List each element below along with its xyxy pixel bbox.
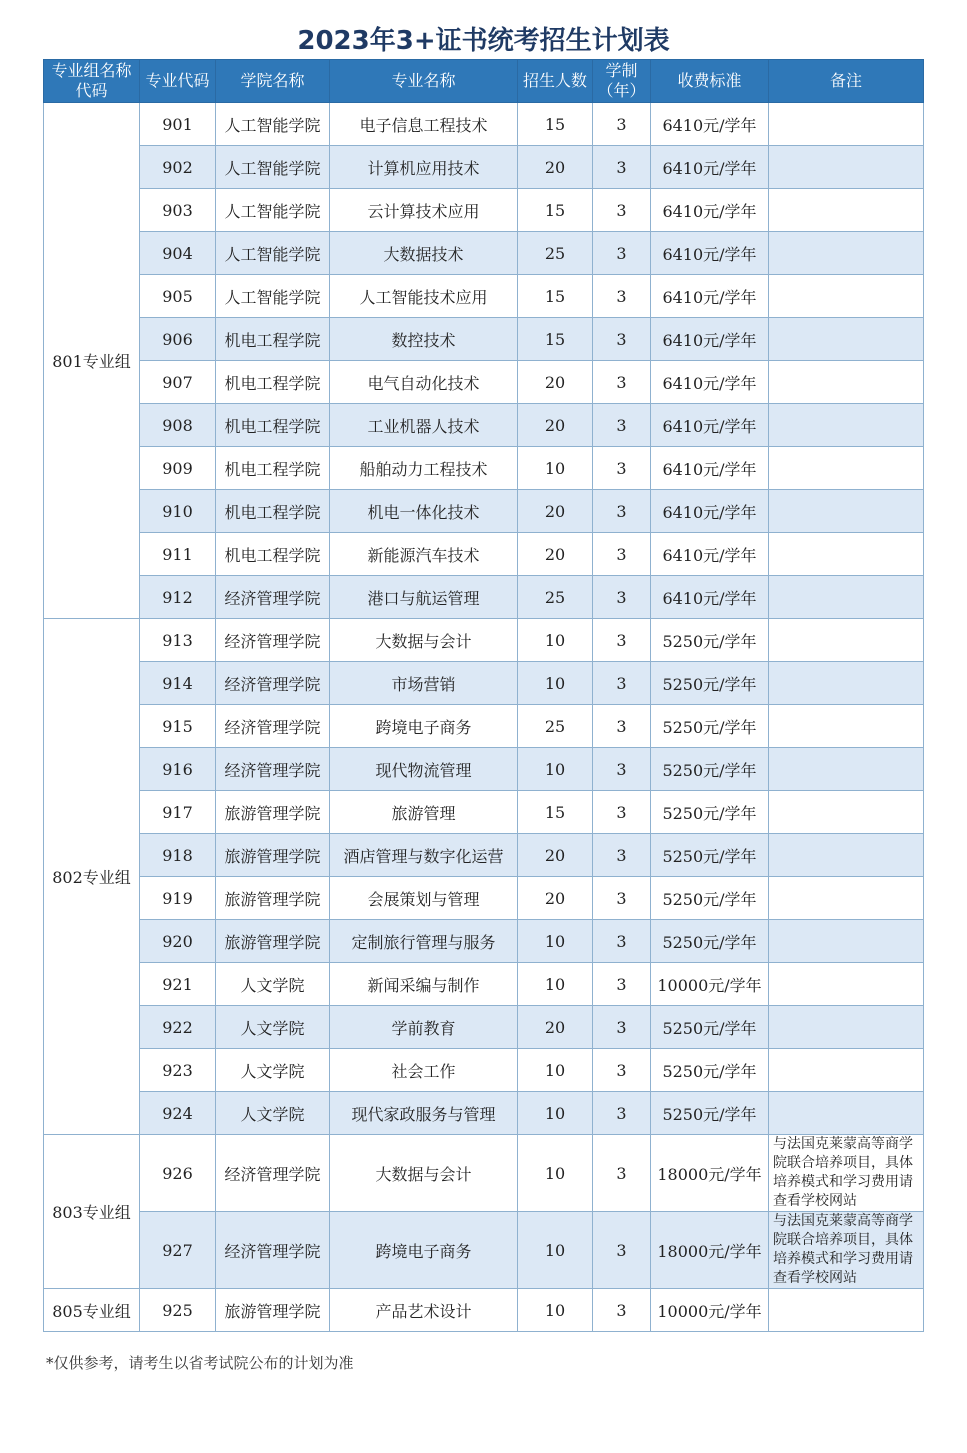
quota-cell: 15: [518, 275, 593, 318]
major-code-cell: 913: [140, 619, 216, 662]
table-row: [44, 705, 924, 748]
table-row: [44, 1289, 924, 1332]
quota-cell: 25: [518, 576, 593, 619]
fee-cell: 6410元/学年: [651, 533, 769, 576]
quota-cell: 15: [518, 791, 593, 834]
fee-cell: 5250元/学年: [651, 834, 769, 877]
major-code-cell: 927: [140, 1212, 216, 1289]
college-cell: 经济管理学院: [216, 576, 330, 619]
note-cell: [769, 1092, 924, 1135]
years-cell: 3: [593, 705, 651, 748]
major-code-cell: 911: [140, 533, 216, 576]
major-name-header: 专业名称: [330, 60, 518, 103]
quota-cell: 20: [518, 146, 593, 189]
major-name-cell: 船舶动力工程技术: [330, 447, 518, 490]
college-cell: 人文学院: [216, 1049, 330, 1092]
years-cell: 3: [593, 447, 651, 490]
note-cell: [769, 1006, 924, 1049]
quota-cell: 25: [518, 232, 593, 275]
table-row: [44, 791, 924, 834]
major-name-cell: 酒店管理与数字化运营: [330, 834, 518, 877]
quota-cell: 10: [518, 662, 593, 705]
years-cell: 3: [593, 232, 651, 275]
quota-cell: 15: [518, 103, 593, 146]
major-code-cell: 912: [140, 576, 216, 619]
fee-cell: 5250元/学年: [651, 1006, 769, 1049]
table-row: [44, 533, 924, 576]
note-cell: [769, 834, 924, 877]
major-code-header: 专业代码: [140, 60, 216, 103]
major-name-cell: 大数据与会计: [330, 619, 518, 662]
fee-cell: 5250元/学年: [651, 662, 769, 705]
table-row: [44, 103, 924, 146]
fee-cell: 5250元/学年: [651, 791, 769, 834]
major-name-cell: 社会工作: [330, 1049, 518, 1092]
note-cell: [769, 705, 924, 748]
major-code-cell: 925: [140, 1289, 216, 1332]
major-code-cell: 914: [140, 662, 216, 705]
quota-cell: 10: [518, 920, 593, 963]
major-code-cell: 923: [140, 1049, 216, 1092]
college-cell: 经济管理学院: [216, 1135, 330, 1212]
years-cell: 3: [593, 146, 651, 189]
major-name-cell: 电气自动化技术: [330, 361, 518, 404]
note-cell: [769, 146, 924, 189]
table-row: [44, 146, 924, 189]
quota-cell: 20: [518, 877, 593, 920]
note-cell: [769, 877, 924, 920]
years-cell: 3: [593, 619, 651, 662]
table-body: [44, 103, 924, 1332]
years-cell: 3: [593, 1049, 651, 1092]
enrollment-plan-table: [43, 59, 924, 1332]
major-name-cell: 跨境电子商务: [330, 1212, 518, 1289]
quota-cell: 20: [518, 490, 593, 533]
quota-cell: 15: [518, 189, 593, 232]
quota-cell: 10: [518, 963, 593, 1006]
table-row: [44, 920, 924, 963]
major-name-cell: 新闻采编与制作: [330, 963, 518, 1006]
fee-cell: 6410元/学年: [651, 146, 769, 189]
years-header: 学制（年）: [593, 60, 651, 103]
quota-cell: 20: [518, 404, 593, 447]
quota-cell: 10: [518, 1049, 593, 1092]
major-code-cell: 916: [140, 748, 216, 791]
college-cell: 人工智能学院: [216, 146, 330, 189]
major-code-cell: 910: [140, 490, 216, 533]
years-cell: 3: [593, 791, 651, 834]
college-cell: 机电工程学院: [216, 490, 330, 533]
fee-header: 收费标准: [651, 60, 769, 103]
note-cell: [769, 232, 924, 275]
major-code-cell: 903: [140, 189, 216, 232]
fee-cell: 6410元/学年: [651, 447, 769, 490]
major-name-cell: 产品艺术设计: [330, 1289, 518, 1332]
note-cell: [769, 490, 924, 533]
note-cell: [769, 920, 924, 963]
quota-cell: 10: [518, 1135, 593, 1212]
college-cell: 旅游管理学院: [216, 791, 330, 834]
college-cell: 人文学院: [216, 1006, 330, 1049]
note-cell: [769, 533, 924, 576]
note-header: 备注: [769, 60, 924, 103]
college-cell: 经济管理学院: [216, 748, 330, 791]
college-cell: 机电工程学院: [216, 318, 330, 361]
years-cell: 3: [593, 189, 651, 232]
major-name-cell: 大数据技术: [330, 232, 518, 275]
college-cell: 经济管理学院: [216, 662, 330, 705]
group-name-cell: 803专业组: [44, 1135, 140, 1289]
major-code-cell: 909: [140, 447, 216, 490]
quota-cell: 10: [518, 1092, 593, 1135]
college-cell: 机电工程学院: [216, 533, 330, 576]
years-cell: 3: [593, 1092, 651, 1135]
years-cell: 3: [593, 533, 651, 576]
college-cell: 人工智能学院: [216, 275, 330, 318]
college-cell: 机电工程学院: [216, 447, 330, 490]
fee-cell: 5250元/学年: [651, 748, 769, 791]
table-row: [44, 1049, 924, 1092]
fee-cell: 6410元/学年: [651, 576, 769, 619]
years-cell: 3: [593, 361, 651, 404]
major-name-cell: 现代物流管理: [330, 748, 518, 791]
major-code-cell: 902: [140, 146, 216, 189]
note-cell: [769, 447, 924, 490]
fee-cell: 18000元/学年: [651, 1212, 769, 1289]
college-cell: 人文学院: [216, 1092, 330, 1135]
years-cell: 3: [593, 1006, 651, 1049]
page-title: 2023年3+证书统考招生计划表: [297, 26, 670, 56]
major-code-cell: 922: [140, 1006, 216, 1049]
fee-cell: 5250元/学年: [651, 877, 769, 920]
major-code-cell: 919: [140, 877, 216, 920]
table-row: [44, 1092, 924, 1135]
major-name-cell: 现代家政服务与管理: [330, 1092, 518, 1135]
note-cell: [769, 963, 924, 1006]
major-name-cell: 港口与航运管理: [330, 576, 518, 619]
quota-cell: 10: [518, 1212, 593, 1289]
note-cell: [769, 318, 924, 361]
note-cell: [769, 662, 924, 705]
note-cell: 与法国克莱蒙高等商学院联合培养项目，具体培养模式和学习费用请查看学校网站: [769, 1212, 924, 1289]
college-cell: 旅游管理学院: [216, 834, 330, 877]
quota-cell: 25: [518, 705, 593, 748]
note-cell: [769, 189, 924, 232]
years-cell: 3: [593, 490, 651, 533]
major-code-cell: 917: [140, 791, 216, 834]
fee-cell: 6410元/学年: [651, 361, 769, 404]
major-name-cell: 工业机器人技术: [330, 404, 518, 447]
college-cell: 人文学院: [216, 963, 330, 1006]
fee-cell: 6410元/学年: [651, 318, 769, 361]
years-cell: 3: [593, 1212, 651, 1289]
major-name-cell: 大数据与会计: [330, 1135, 518, 1212]
fee-cell: 5250元/学年: [651, 1049, 769, 1092]
group-code-header: 专业组名称代码: [44, 60, 140, 103]
college-cell: 旅游管理学院: [216, 1289, 330, 1332]
college-cell: 经济管理学院: [216, 705, 330, 748]
college-cell: 人工智能学院: [216, 103, 330, 146]
fee-cell: 10000元/学年: [651, 963, 769, 1006]
years-cell: 3: [593, 404, 651, 447]
quota-cell: 20: [518, 533, 593, 576]
major-code-cell: 924: [140, 1092, 216, 1135]
major-name-cell: 数控技术: [330, 318, 518, 361]
note-cell: [769, 404, 924, 447]
major-name-cell: 市场营销: [330, 662, 518, 705]
years-cell: 3: [593, 920, 651, 963]
table-row: [44, 1212, 924, 1289]
table-row: [44, 361, 924, 404]
footnote: *仅供参考，请考生以省考试院公布的计划为准: [46, 1354, 354, 1372]
fee-cell: 5250元/学年: [651, 1092, 769, 1135]
major-name-cell: 人工智能技术应用: [330, 275, 518, 318]
quota-cell: 10: [518, 619, 593, 662]
college-cell: 经济管理学院: [216, 619, 330, 662]
table-row: [44, 834, 924, 877]
table-row: [44, 404, 924, 447]
fee-cell: 5250元/学年: [651, 705, 769, 748]
major-name-cell: 学前教育: [330, 1006, 518, 1049]
group-name-cell: 805专业组: [44, 1289, 140, 1332]
college-cell: 人工智能学院: [216, 232, 330, 275]
table-row: [44, 275, 924, 318]
note-cell: [769, 576, 924, 619]
major-code-cell: 926: [140, 1135, 216, 1212]
major-name-cell: 云计算技术应用: [330, 189, 518, 232]
years-cell: 3: [593, 275, 651, 318]
major-code-cell: 906: [140, 318, 216, 361]
major-code-cell: 921: [140, 963, 216, 1006]
table-row: [44, 576, 924, 619]
fee-cell: 5250元/学年: [651, 920, 769, 963]
college-cell: 机电工程学院: [216, 361, 330, 404]
major-name-cell: 计算机应用技术: [330, 146, 518, 189]
college-cell: 旅游管理学院: [216, 877, 330, 920]
major-name-cell: 会展策划与管理: [330, 877, 518, 920]
table-row: [44, 1006, 924, 1049]
table-row: [44, 189, 924, 232]
note-cell: 与法国克莱蒙高等商学院联合培养项目，具体培养模式和学习费用请查看学校网站: [769, 1135, 924, 1212]
major-name-cell: 电子信息工程技术: [330, 103, 518, 146]
table-row: [44, 662, 924, 705]
years-cell: 3: [593, 963, 651, 1006]
note-cell: [769, 103, 924, 146]
fee-cell: 6410元/学年: [651, 490, 769, 533]
major-code-cell: 904: [140, 232, 216, 275]
quota-cell: 20: [518, 834, 593, 877]
note-cell: [769, 748, 924, 791]
table-row: [44, 232, 924, 275]
table-row: [44, 490, 924, 533]
table-row: [44, 748, 924, 791]
table-row: [44, 619, 924, 662]
quota-cell: 10: [518, 1289, 593, 1332]
fee-cell: 18000元/学年: [651, 1135, 769, 1212]
major-code-cell: 920: [140, 920, 216, 963]
years-cell: 3: [593, 1289, 651, 1332]
quota-cell: 10: [518, 447, 593, 490]
years-cell: 3: [593, 103, 651, 146]
note-cell: [769, 361, 924, 404]
fee-cell: 6410元/学年: [651, 189, 769, 232]
major-code-cell: 901: [140, 103, 216, 146]
years-cell: 3: [593, 748, 651, 791]
table-row: [44, 447, 924, 490]
major-code-cell: 905: [140, 275, 216, 318]
major-name-cell: 机电一体化技术: [330, 490, 518, 533]
major-name-cell: 新能源汽车技术: [330, 533, 518, 576]
table-row: [44, 1135, 924, 1212]
college-cell: 人工智能学院: [216, 189, 330, 232]
years-cell: 3: [593, 576, 651, 619]
note-cell: [769, 791, 924, 834]
group-name-cell: 801专业组: [44, 103, 140, 619]
quota-cell: 10: [518, 748, 593, 791]
fee-cell: 6410元/学年: [651, 232, 769, 275]
quota-cell: 20: [518, 1006, 593, 1049]
years-cell: 3: [593, 318, 651, 361]
college-header: 学院名称: [216, 60, 330, 103]
fee-cell: 6410元/学年: [651, 275, 769, 318]
fee-cell: 10000元/学年: [651, 1289, 769, 1332]
note-cell: [769, 1049, 924, 1092]
major-code-cell: 907: [140, 361, 216, 404]
years-cell: 3: [593, 1135, 651, 1212]
table-row: [44, 877, 924, 920]
note-cell: [769, 275, 924, 318]
note-cell: [769, 1289, 924, 1332]
fee-cell: 5250元/学年: [651, 619, 769, 662]
major-code-cell: 908: [140, 404, 216, 447]
years-cell: 3: [593, 834, 651, 877]
group-name-cell: 802专业组: [44, 619, 140, 1135]
quota-header: 招生人数: [518, 60, 593, 103]
fee-cell: 6410元/学年: [651, 404, 769, 447]
quota-cell: 15: [518, 318, 593, 361]
major-code-cell: 918: [140, 834, 216, 877]
fee-cell: 6410元/学年: [651, 103, 769, 146]
note-cell: [769, 619, 924, 662]
college-cell: 机电工程学院: [216, 404, 330, 447]
major-name-cell: 旅游管理: [330, 791, 518, 834]
major-code-cell: 915: [140, 705, 216, 748]
table-row: [44, 318, 924, 361]
table-header-row: [44, 60, 924, 103]
college-cell: 经济管理学院: [216, 1212, 330, 1289]
quota-cell: 20: [518, 361, 593, 404]
college-cell: 旅游管理学院: [216, 920, 330, 963]
major-name-cell: 跨境电子商务: [330, 705, 518, 748]
table-row: [44, 963, 924, 1006]
years-cell: 3: [593, 877, 651, 920]
years-cell: 3: [593, 662, 651, 705]
major-name-cell: 定制旅行管理与服务: [330, 920, 518, 963]
